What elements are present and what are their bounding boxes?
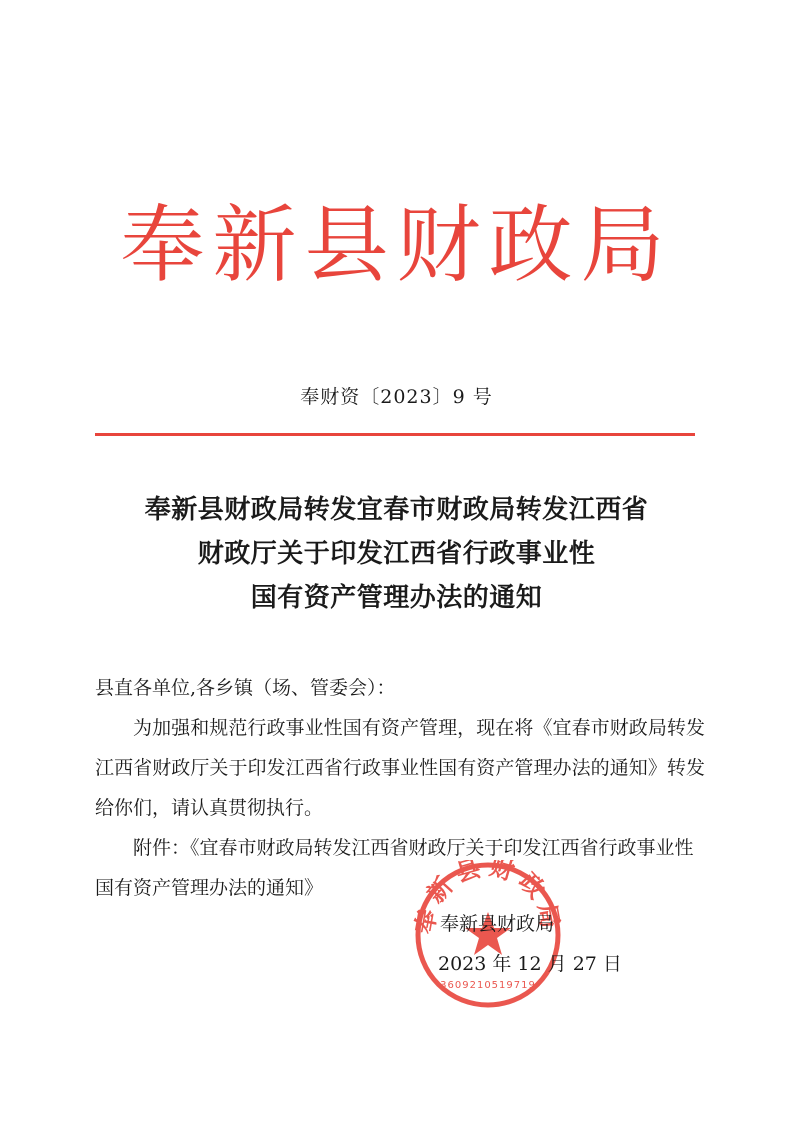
document-number: 奉财资〔2023〕9 号 bbox=[300, 386, 493, 408]
signature-block bbox=[438, 904, 658, 984]
salutation: 县直各单位,各乡镇（场、管委会）： bbox=[95, 677, 396, 699]
seal-ring-text: 新县财政 bbox=[420, 860, 556, 909]
main-paragraph: 为加强和规范行政事业性国有资产管理，现在将《宜春市财政局转发江西省财政厅关于印发江西省行政事业性国有资产管理办法的通知》转发给你们，请认真贯彻执行。 bbox=[95, 717, 705, 819]
seal-code: 3609210519719 bbox=[440, 980, 536, 991]
title-line-3: 国有资产管理办法的通知 bbox=[250, 583, 543, 613]
signature-date: 2023 年 12 月 27 日 bbox=[438, 953, 622, 975]
title-line-2: 财政厅关于印发江西省行政事业性 bbox=[197, 539, 596, 569]
document-body bbox=[95, 668, 705, 908]
attachment-line: 附件：《宜春市财政局转发江西省财政厅关于印发江西省行政事业性国有资产管理办法的通知》 bbox=[95, 837, 694, 899]
signature-org: 奉新县财政局 bbox=[440, 913, 555, 935]
agency-header: 奉新县财政局 bbox=[120, 196, 673, 294]
document-title bbox=[60, 488, 733, 620]
title-line-1: 奉新县财政局转发宜春市财政局转发江西省 bbox=[144, 495, 649, 525]
red-divider-line bbox=[95, 433, 695, 436]
